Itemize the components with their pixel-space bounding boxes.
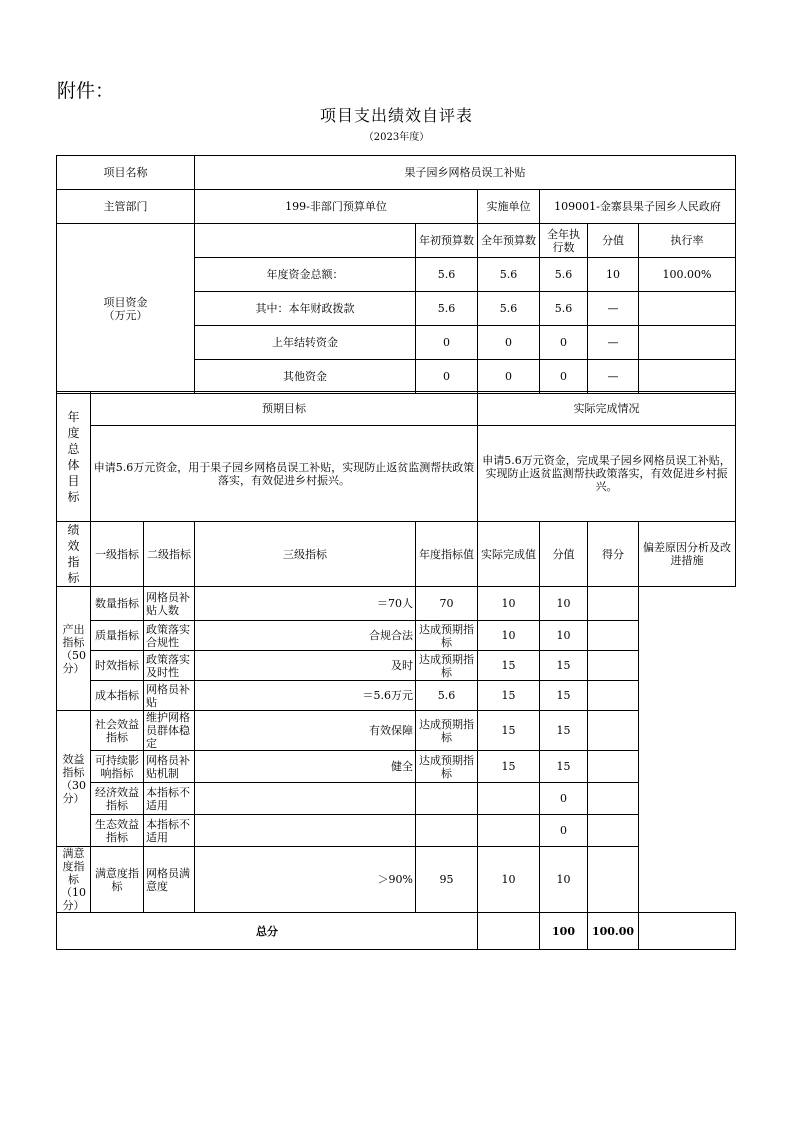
total-score-value: 100 [540,913,588,950]
impl-label: 实施单位 [478,190,540,224]
funds-row-label: 年度资金总额： [195,258,416,292]
indicator-target: ＝5.6万元 [195,681,416,711]
funds-header-executed: 全年执行数 [540,224,588,258]
expected-goal-text: 申请5.6万元资金，用于果子园乡网格员误工补贴，实现防止返贫监测帮扶政策落实，有效促进乡村振兴。 [91,426,478,522]
funds-initial: 5.6 [416,292,478,326]
indicator-target: 健全 [195,751,416,783]
indicator-note [588,621,639,651]
funds-score-value: — [588,292,639,326]
indicator-target [195,815,416,847]
indicator-l2: 成本指标 [91,681,144,711]
indicator-row [57,783,736,815]
indicator-row [57,751,736,783]
indicator-score: 0 [540,815,588,847]
total-score: 100.00 [588,913,639,950]
indicator-score-value: 15 [478,751,540,783]
indicator-l3: 本指标不适用 [144,815,195,847]
indicator-note [588,751,639,783]
goals-content-row [57,426,736,522]
indicator-actual [416,783,478,815]
indicator-target: 合规合法 [195,621,416,651]
project-name-value: 果子园乡网格员误工补贴 [195,156,736,190]
indicator-actual: 达成预期指标 [416,621,478,651]
funds-header-rate: 执行率 [639,224,736,258]
indicator-header-score: 得分 [588,522,639,587]
indicator-l2: 可持续影响指标 [91,751,144,783]
indicator-header-row [57,522,736,587]
funds-annual: 0 [478,360,540,394]
indicator-score: 15 [540,681,588,711]
funds-rate [639,360,736,394]
attachment-label: 附件： [57,80,115,102]
evaluation-table [56,155,736,394]
funds-header-blank [195,224,416,258]
indicator-l2: 时效指标 [91,651,144,681]
funds-header-initial: 年初预算数 [416,224,478,258]
total-row [57,913,736,950]
indicator-score-value [478,783,540,815]
indicator-row [57,847,736,913]
indicator-score: 10 [540,847,588,913]
funds-score-value: — [588,326,639,360]
indicator-score-value: 10 [478,587,540,621]
indicator-score: 15 [540,651,588,681]
benefit-indicator-label: 效益指标 （30分） [57,711,91,847]
funds-executed: 5.6 [540,292,588,326]
indicator-l3: 政策落实及时性 [144,651,195,681]
indicator-row [57,651,736,681]
funds-rate: 100.00% [639,258,736,292]
project-name-row [57,156,736,190]
indicator-target: 及时 [195,651,416,681]
goals-label: 年度总体目标 [57,392,91,522]
indicator-note [588,847,639,913]
output-indicator-label: 产出指标 （50分） [57,587,91,711]
indicator-row [57,711,736,751]
project-name-label: 项目名称 [57,156,195,190]
indicator-l3: 网格员补贴 [144,681,195,711]
indicator-actual: 达成预期指标 [416,651,478,681]
funds-row-label: 其他资金 [195,360,416,394]
indicator-note [588,783,639,815]
indicator-target: ＞90% [195,847,416,913]
indicator-note [588,651,639,681]
indicator-l2: 社会效益指标 [91,711,144,751]
indicator-note [588,815,639,847]
indicator-score-value: 10 [478,621,540,651]
dept-value: 199-非部门预算单位 [195,190,478,224]
indicator-actual: 70 [416,587,478,621]
indicator-l2: 满意度指标 [91,847,144,913]
indicator-note [588,681,639,711]
funds-header-annual: 全年预算数 [478,224,540,258]
indicator-actual: 达成预期指标 [416,711,478,751]
indicator-score-value: 15 [478,651,540,681]
indicator-actual [416,815,478,847]
indicator-header-l2: 二级指标 [144,522,195,587]
indicator-l3: 本指标不适用 [144,783,195,815]
funds-header-row [57,224,736,258]
indicator-l3: 维护网格员群体稳定 [144,711,195,751]
impl-value: 109001-金寨县果子园乡人民政府 [540,190,736,224]
funds-annual: 0 [478,326,540,360]
indicator-header-l3: 三级指标 [195,522,416,587]
indicator-note [588,711,639,751]
indicator-l2: 数量指标 [91,587,144,621]
funds-rate [639,292,736,326]
indicator-note [588,587,639,621]
funds-score-value: — [588,360,639,394]
expected-goal-label: 预期目标 [91,392,478,426]
indicator-l3: 网格员补贴人数 [144,587,195,621]
indicator-row [57,681,736,711]
indicator-score: 0 [540,783,588,815]
funds-label: 项目资金 （万元） [57,224,195,394]
funds-initial: 0 [416,360,478,394]
indicator-score-value: 15 [478,681,540,711]
funds-annual: 5.6 [478,292,540,326]
indicator-score-value [478,815,540,847]
indicator-header-actual: 实际完成值 [478,522,540,587]
indicator-l3: 网格员补贴机制 [144,751,195,783]
indicator-l2: 生态效益指标 [91,815,144,847]
funds-row-label: 上年结转资金 [195,326,416,360]
indicator-target [195,783,416,815]
funds-initial: 5.6 [416,258,478,292]
page-title: 项目支出绩效自评表 [319,106,473,125]
indicator-score: 15 [540,711,588,751]
indicator-score: 15 [540,751,588,783]
indicator-target: ＝70人 [195,587,416,621]
indicator-actual: 95 [416,847,478,913]
funds-rate [639,326,736,360]
indicator-row [57,587,736,621]
indicator-l2: 经济效益指标 [91,783,144,815]
actual-goal-text: 申请5.6万元资金，完成果子园乡网格员误工补贴，实现防止返贫监测帮扶政策落实，有效促进乡村振兴。 [478,426,736,522]
indicator-score-value: 15 [478,711,540,751]
year-label: （2023年度） [363,132,430,143]
indicator-score-value: 10 [478,847,540,913]
goals-header-row [57,392,736,426]
total-blank [478,913,540,950]
indicator-l3: 政策落实合规性 [144,621,195,651]
indicator-actual: 5.6 [416,681,478,711]
indicator-row [57,621,736,651]
dept-label: 主管部门 [57,190,195,224]
funds-executed: 0 [540,326,588,360]
indicator-header-target: 年度指标值 [416,522,478,587]
indicator-score: 10 [540,587,588,621]
indicator-actual: 达成预期指标 [416,751,478,783]
funds-annual: 5.6 [478,258,540,292]
satisfaction-indicator-label: 满意度指标（10分） [57,847,91,913]
indicator-l3: 网格员满意度 [144,847,195,913]
funds-executed: 5.6 [540,258,588,292]
total-label: 总分 [57,913,478,950]
indicator-header-note: 偏差原因分析及改进措施 [639,522,736,587]
indicator-score: 10 [540,621,588,651]
funds-row-label: 其中：本年财政拨款 [195,292,416,326]
indicator-header-l1: 一级指标 [91,522,144,587]
indicators-label: 绩效指标 [57,522,91,587]
indicator-l2: 质量指标 [91,621,144,651]
funds-executed: 0 [540,360,588,394]
actual-goal-label: 实际完成情况 [478,392,736,426]
funds-initial: 0 [416,326,478,360]
total-note [639,913,736,950]
goals-indicators-table [56,391,736,950]
indicator-row [57,815,736,847]
indicator-header-score-value: 分值 [540,522,588,587]
dept-row [57,190,736,224]
indicator-target: 有效保障 [195,711,416,751]
funds-score-value: 10 [588,258,639,292]
funds-header-score-value: 分值 [588,224,639,258]
